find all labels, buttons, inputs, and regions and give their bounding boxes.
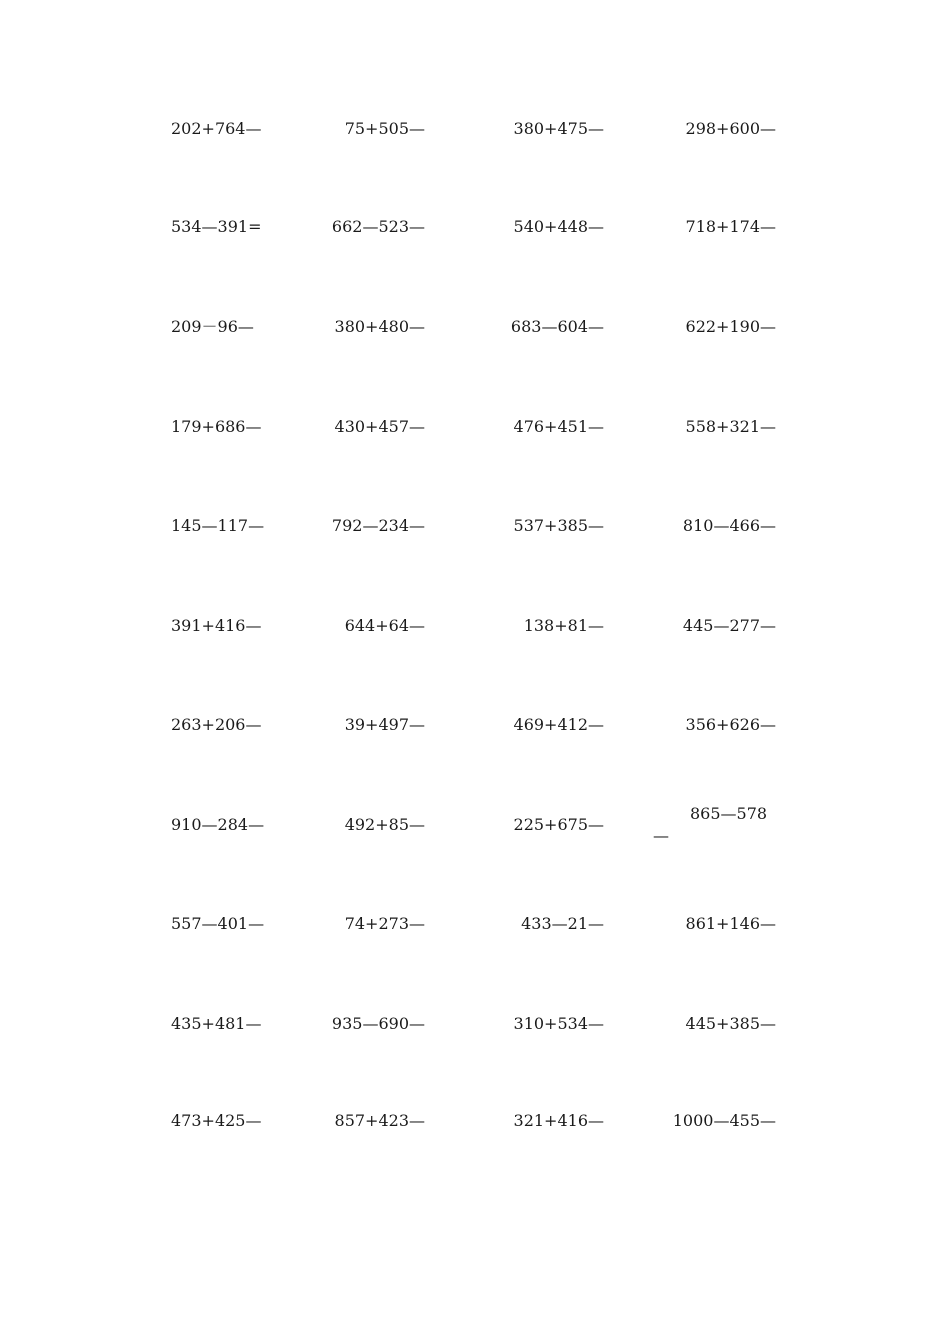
problem-row-3: [0, 315, 950, 339]
problem-cell: 179+686—: [171, 417, 262, 436]
problem-row-10: [0, 1012, 950, 1036]
problem-cell: 857+423—: [334, 1111, 425, 1130]
problem-cell: 202+764—: [171, 119, 262, 138]
problem-cell: 225+675—: [513, 815, 604, 834]
problem-cell: 534—391=: [171, 217, 262, 236]
problem-cell: 644+64—: [344, 616, 425, 635]
problem-cell: 380+475—: [513, 119, 604, 138]
problem-cell: 445—277—: [682, 616, 776, 635]
problem-row-7: [0, 713, 950, 737]
problem-row-11: [0, 1109, 950, 1133]
problem-cell: 557—401—: [171, 914, 265, 933]
problem-cell: 445+385—: [685, 1014, 776, 1033]
problem-row-9: [0, 912, 950, 936]
problem-row-6: [0, 614, 950, 638]
problem-cell: 662—523—: [331, 217, 425, 236]
problem-cell: 391+416—: [171, 616, 262, 635]
problem-cell: 910—284—: [171, 815, 265, 834]
problem-cell: 935—690—: [331, 1014, 425, 1033]
problem-cell: 473+425—: [171, 1111, 262, 1130]
problem-cell: 263+206—: [171, 715, 262, 734]
problem-cell: 792—234—: [331, 516, 425, 535]
problem-cell: 380+480—: [334, 317, 425, 336]
problem-row-2: [0, 215, 950, 239]
problem-cell: 492+85—: [344, 815, 425, 834]
problem-row-8: [0, 813, 950, 837]
problem-cell: 810—466—: [682, 516, 776, 535]
problem-row-4: [0, 415, 950, 439]
problem-cell: 861+146—: [685, 914, 776, 933]
special-problem: [650, 806, 780, 846]
problem-row-1: [0, 117, 950, 141]
problem-cell: 430+457—: [334, 417, 425, 436]
problem-cell: 74+273—: [344, 914, 425, 933]
problem-cell: 310+534—: [513, 1014, 604, 1033]
problem-cell: 718+174—: [685, 217, 776, 236]
problem-cell: 298+600—: [685, 119, 776, 138]
problem-cell: 321+416—: [513, 1111, 604, 1130]
problem-cell: 1000—455—: [672, 1111, 776, 1130]
problem-cell: 145—117—: [171, 516, 265, 535]
problem-cell: 356+626—: [685, 715, 776, 734]
problem-cell: 476+451—: [513, 417, 604, 436]
problem-cell: 622+190—: [685, 317, 776, 336]
problem-row-5: [0, 514, 950, 538]
problem-cell: 138+81—: [523, 616, 604, 635]
problem-cell: 558+321—: [685, 417, 776, 436]
special-problem-expression: 865—578: [690, 804, 768, 823]
problem-cell: 469+412—: [513, 715, 604, 734]
problem-cell: 433—21—: [521, 914, 604, 933]
problem-cell: 209－96—: [171, 317, 254, 336]
problem-cell: 39+497—: [344, 715, 425, 734]
problem-cell: 540+448—: [513, 217, 604, 236]
problem-cell: 75+505—: [344, 119, 425, 138]
special-problem-dash: —: [653, 826, 669, 845]
problem-cell: 537+385—: [513, 516, 604, 535]
problem-cell: 435+481—: [171, 1014, 262, 1033]
problem-cell: 683—604—: [510, 317, 604, 336]
